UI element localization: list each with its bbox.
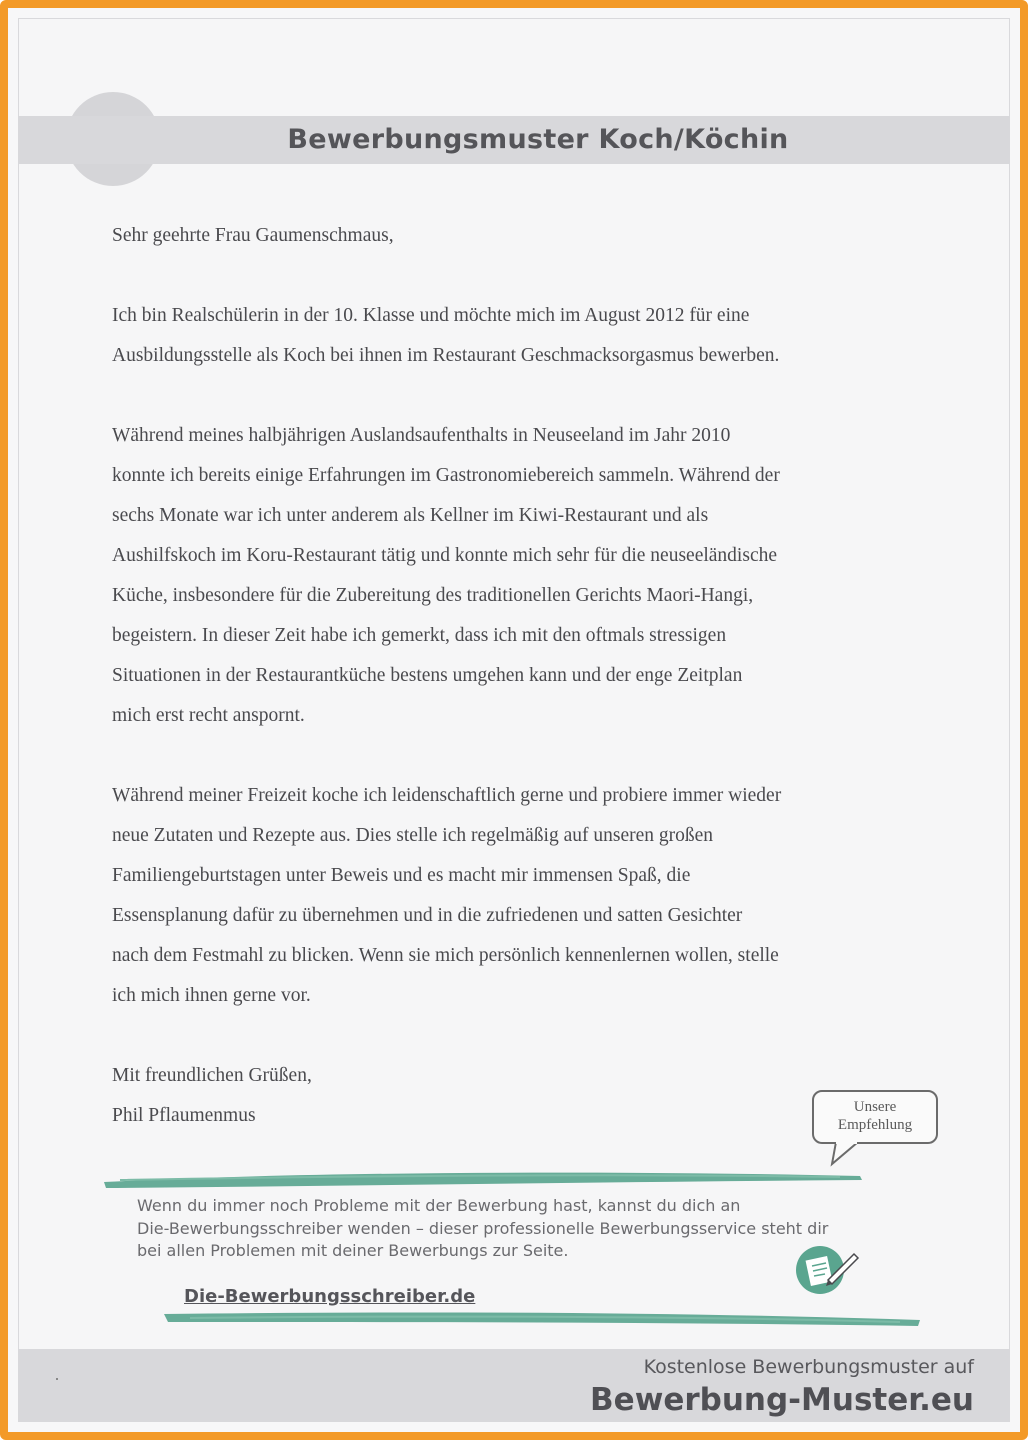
bubble-line: Empfehlung (837, 1117, 913, 1133)
paragraph-line: Aushilfskoch im Koru-Restaurant tätig und konnte mich sehr für die neuseeländische (112, 545, 777, 566)
promo-line: Wenn du immer noch Probleme mit der Bewerbung hast, kannst du dich an (137, 1196, 741, 1215)
footer-subtitle: Kostenlose Bewerbungsmuster auf (643, 1356, 974, 1378)
promo-line: bei allen Problemen mit deiner Bewerbungs zur Seite. (137, 1241, 569, 1260)
bubble-tail (830, 1142, 870, 1168)
paragraph-line: Situationen in der Restaurantküche bestens umgehen kann und der enge Zeitplan (112, 665, 743, 686)
letter-body (112, 216, 932, 1136)
paragraph-line: mich erst recht anspornt. (112, 705, 305, 726)
paragraph-line: Während meines halbjährigen Auslandsaufenthalts in Neuseeland im Jahr 2010 (112, 425, 731, 446)
paragraph-line: begeistern. In dieser Zeit habe ich gemerkt, dass ich mit den oftmals stressigen (112, 625, 727, 646)
bottom-brush-stroke (160, 1308, 930, 1332)
salutation: Sehr geehrte Frau Gaumenschmaus, (112, 225, 394, 246)
paragraph-line: konnte ich bereits einige Erfahrungen im Gastronomiebereich sammeln. Während der (112, 465, 780, 486)
top-brush-stroke (100, 1166, 870, 1192)
bubble-line: Unsere (853, 1099, 897, 1115)
pen-document-icon (794, 1244, 862, 1296)
paragraph-line: Essensplanung dafür zu übernehmen und in die zufriedenen und satten Gesichter (112, 905, 743, 926)
paragraph-line: Ausbildungsstelle als Koch bei ihnen im Restaurant Geschmacksorgasmus bewerben. (112, 345, 780, 366)
paragraph-line: neue Zutaten und Rezepte aus. Dies stelle ich regelmäßig auf unseren großen (112, 825, 714, 846)
paragraph-line: Ich bin Realschülerin in der 10. Klasse und möchte mich im August 2012 für eine (112, 305, 750, 326)
recommendation-bubble (812, 1090, 938, 1144)
paragraph-line: Familiengeburtstagen unter Beweis und es macht mir immensen Spaß, die (112, 865, 691, 886)
paragraph-line: Während meiner Freizeit koche ich leidenschaftlich gerne und probiere immer wieder (112, 785, 782, 806)
footer-brand[interactable]: Bewerbung-Muster.eu (590, 1382, 974, 1418)
closing: Mit freundlichen Grüßen, (112, 1065, 312, 1086)
promo-line: Die-Bewerbungsschreiber wenden – dieser professionelle Bewerbungsservice steht dir (137, 1218, 829, 1238)
paragraph-line: nach dem Festmahl zu blicken. Wenn sie mich persönlich kennenlernen wollen, stelle (112, 945, 779, 966)
bewerbungsschreiber-link[interactable]: Die-Bewerbungsschreiber.de (184, 1286, 476, 1307)
page-title: Bewerbungsmuster Koch/Köchin (287, 124, 789, 155)
signature: Phil Pflaumenmus (112, 1105, 256, 1126)
paragraph-line: sechs Monate war ich unter anderem als Kellner im Kiwi-Restaurant und als (112, 505, 709, 526)
paragraph-line: Küche, insbesondere für die Zubereitung des traditionellen Gerichts Maori-Hangi, (112, 585, 754, 606)
footer-dot (56, 1378, 58, 1380)
paragraph-line: ich mich ihnen gerne vor. (112, 985, 311, 1006)
